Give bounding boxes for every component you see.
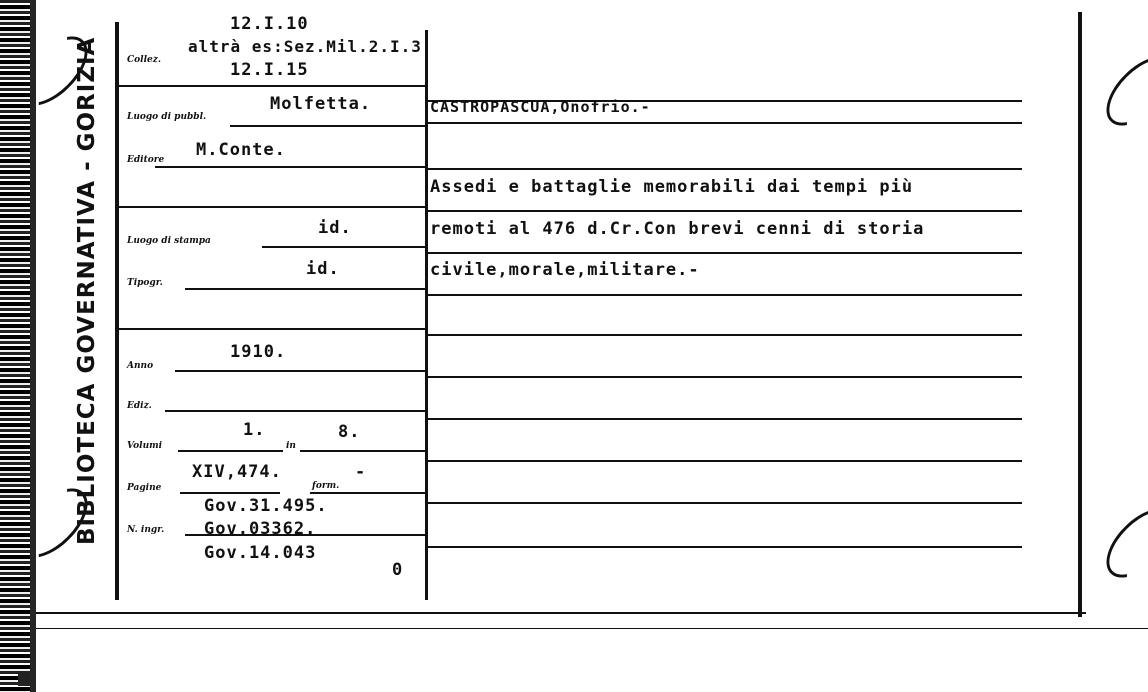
- label-collocazione: Collez.: [127, 55, 161, 65]
- luogo-stampa-value: id.: [318, 218, 352, 238]
- label-n-ingresso: N. ingr.: [127, 525, 165, 535]
- volumi-value: 1.: [243, 420, 266, 440]
- label-tipografo: Tipogr.: [127, 278, 163, 288]
- rule-in: [300, 450, 425, 452]
- rule-luogo-stampa: [262, 246, 425, 248]
- luogo-pubbl-value: Molfetta.: [270, 94, 372, 114]
- rule-r11: [428, 502, 1022, 504]
- collocazione-line2: altrà es:Sez.Mil.2.I.3: [188, 37, 422, 56]
- card-bottom-rule: [36, 612, 1086, 614]
- right-rule: [1078, 12, 1082, 617]
- label-luogo-stampa: Luogo di stampa: [127, 236, 211, 246]
- rule-tipografo: [185, 288, 425, 290]
- rule-r9: [428, 418, 1022, 420]
- title-line-2: remoti al 476 d.Cr.Con brevi cenni di storia: [430, 219, 925, 239]
- punch-hole-right-bottom: [1094, 496, 1148, 589]
- label-volumi: Volumi: [127, 441, 163, 451]
- rule-formato: [310, 492, 425, 494]
- pagine-value: XIV,474.: [192, 462, 282, 482]
- in-value: 8.: [338, 422, 361, 442]
- rule-r2: [428, 122, 1022, 124]
- title-line-3: civile,morale,militare.-: [430, 260, 700, 280]
- rule-coll: [119, 85, 425, 87]
- library-title: BIBLIOTECA GOVERNATIVA - GORIZIA: [74, 36, 100, 545]
- rule-sep1: [119, 206, 425, 208]
- left-rule: [115, 22, 119, 600]
- rule-luogo-pubbl: [230, 125, 425, 127]
- rule-anno: [175, 370, 425, 372]
- title-line-1: Assedi e battaglie memorabili dai tempi più: [430, 177, 914, 197]
- formato-value: -: [355, 462, 367, 482]
- rule-editore: [155, 166, 425, 168]
- collocazione-line3: 12.I.15: [230, 60, 309, 80]
- punch-hole-right-top: [1094, 44, 1148, 137]
- ingresso-value-2: Gov.03362.: [204, 519, 317, 539]
- label-pagine: Pagine: [127, 483, 162, 493]
- rule-r4: [428, 210, 1022, 212]
- label-anno: Anno: [127, 361, 154, 371]
- label-editore: Editore: [127, 155, 165, 165]
- rule-r5: [428, 252, 1022, 254]
- middle-rule: [425, 30, 428, 600]
- editore-value: M.Conte.: [196, 140, 286, 160]
- rule-r10: [428, 460, 1022, 462]
- rule-volumi: [178, 450, 283, 452]
- ingresso-value-1: Gov.31.495.: [204, 496, 328, 516]
- catalog-card: [36, 0, 1094, 620]
- ingresso-value-3: Gov.14.043: [204, 543, 317, 563]
- rule-r8: [428, 376, 1022, 378]
- rule-r12: [428, 546, 1022, 548]
- rule-r6: [428, 294, 1022, 296]
- scan-corner-marker: [18, 672, 30, 686]
- rule-r3: [428, 168, 1022, 170]
- anno-value: 1910.: [230, 342, 287, 362]
- label-edizione: Ediz.: [127, 401, 152, 411]
- collocazione-line1: 12.I.10: [230, 14, 309, 34]
- zero-mark: 0: [392, 560, 404, 580]
- rule-ediz: [165, 410, 425, 412]
- page-bottom-rule: [36, 628, 1148, 629]
- author: CASTROPASCUA,Onofrio.-: [430, 98, 651, 116]
- rule-pagine: [180, 492, 280, 494]
- label-formato: form.: [312, 481, 340, 491]
- label-luogo-pubbl: Luogo di pubbl.: [127, 112, 207, 122]
- rule-r7: [428, 334, 1022, 336]
- tipografo-value: id.: [306, 259, 340, 279]
- label-in: in: [286, 441, 296, 451]
- rule-sep2: [119, 328, 425, 330]
